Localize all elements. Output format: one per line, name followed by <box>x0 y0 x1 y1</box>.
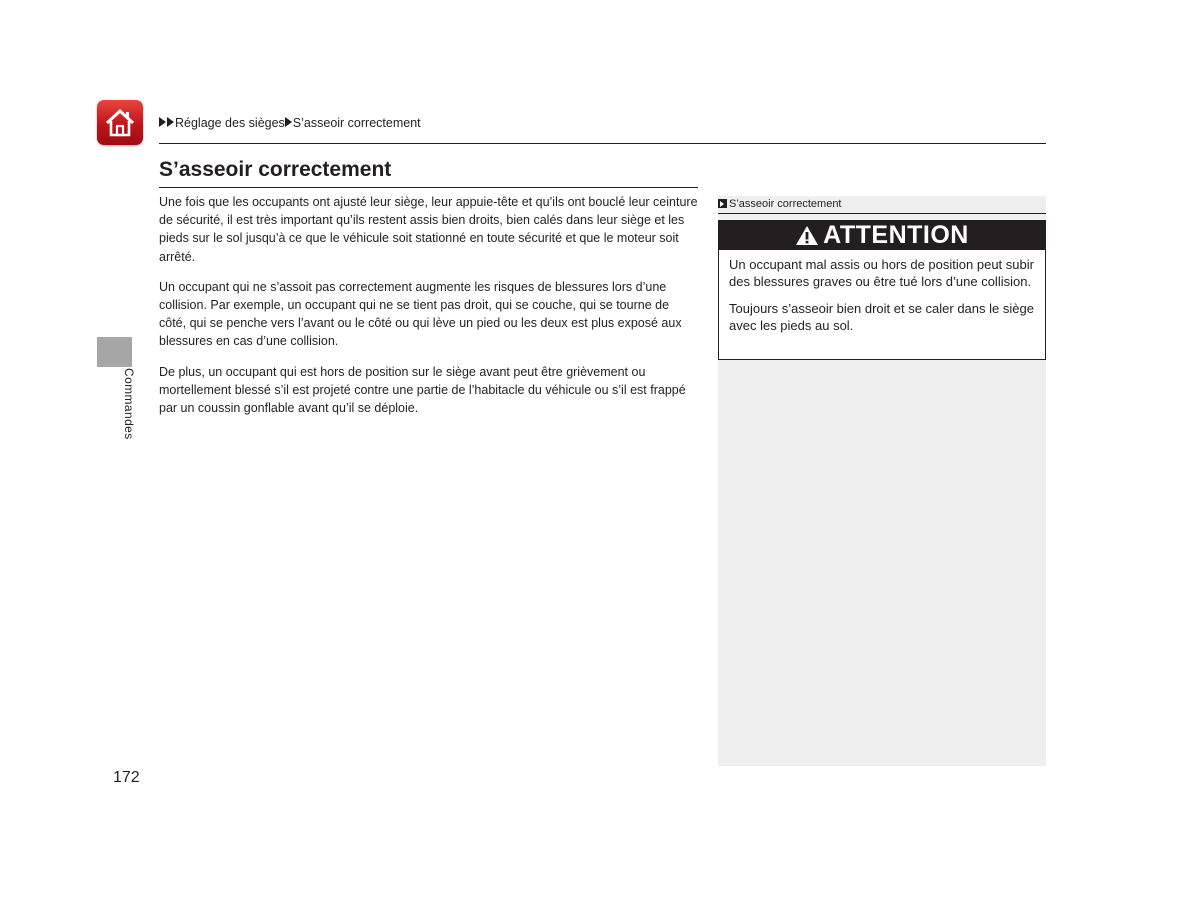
warning-triangle-icon <box>795 225 819 246</box>
warning-label: ATTENTION <box>823 221 969 249</box>
reference-arrow-icon <box>718 199 727 208</box>
header-divider <box>159 143 1046 144</box>
page-title: S’asseoir correctement <box>159 158 392 181</box>
breadcrumb-link-reglage[interactable]: Réglage des sièges <box>175 116 285 130</box>
section-tab-marker[interactable] <box>97 337 132 367</box>
breadcrumb-arrow-icon <box>285 117 292 127</box>
title-divider <box>159 187 698 188</box>
side-note-heading <box>718 196 1046 214</box>
warning-paragraph: Toujours s’asseoir bien droit et se caler dans le siège avec les pieds au sol. <box>729 301 1034 333</box>
home-button[interactable] <box>97 100 143 145</box>
breadcrumb <box>159 116 421 130</box>
page-number: 172 <box>113 769 140 786</box>
warning-header <box>719 221 1045 250</box>
breadcrumb-arrow-icon <box>167 117 174 127</box>
section-tab-label: Commandes <box>122 368 136 440</box>
warning-paragraph: Un occupant mal assis ou hors de position peut subir des blessures graves ou être tué lors d’une collision. <box>729 257 1034 289</box>
warning-text <box>719 250 1045 334</box>
breadcrumb-current: S’asseoir correctement <box>292 116 421 130</box>
body-paragraph: Un occupant qui ne s’assoit pas correctement augmente les risques de blessures lors d’une collision. Par exemple, un occupant qui ne se tient pas droit, qui se couche, qui se tourne de côté, qui se penche vers l’avant ou le côté ou qui lève un pied ou les deux est plus exposé aux blessures en cas d’une collision. <box>159 279 682 349</box>
home-icon <box>104 108 136 138</box>
body-paragraph: Une fois que les occupants ont ajusté leur siège, leur appuie-tête et qu’ils ont bouclé leur ceinture de sécurité, il est très important qu’ils restent assis bien droits, bien calés dans leur siège et les pieds sur le sol jusqu’à ce que le véhicule soit stationné en toute sécurité et que le moteur soit arrêté. <box>159 195 698 264</box>
main-content <box>159 193 699 429</box>
breadcrumb-arrow-icon <box>159 117 166 127</box>
side-note-heading-text: S’asseoir correctement <box>729 198 842 210</box>
warning-box <box>718 220 1046 360</box>
body-paragraph: De plus, un occupant qui est hors de position sur le siège avant peut être grièvement ou mortellement blessé s’il est projeté contre une partie de l’habitacle du véhicule ou s’il est frappé par un coussin gonflable avant qu’il se déploie. <box>159 364 686 416</box>
